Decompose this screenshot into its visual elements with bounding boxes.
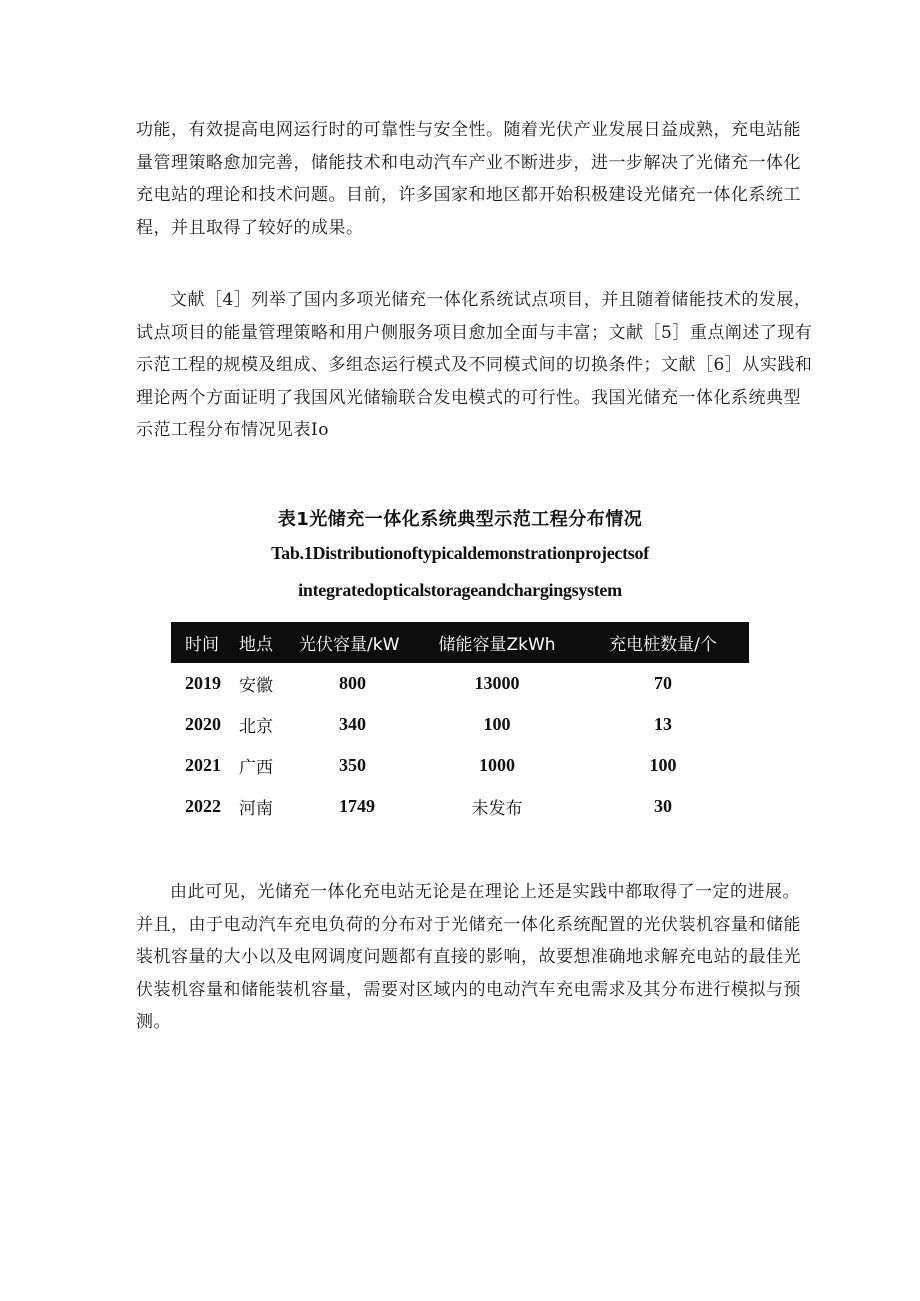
text-line: 量管理策略愈加完善，储能技术和电动汽车产业不断进步，进一步解决了光储充一体化 <box>136 152 801 173</box>
text-line: 并且，由于电动汽车充电负荷的分布对于光储充一体化系统配置的光伏装机容量和储能 <box>136 914 801 935</box>
text-line: 理论两个方面证明了我国风光储输联合发电模式的可行性。我国光储充一体化系统典型 <box>136 387 801 408</box>
cell-year: 2022 <box>185 796 221 816</box>
paragraph-literature-review <box>136 284 813 447</box>
text-line: 程，并且取得了较好的成果。 <box>136 217 364 238</box>
text-line: 由此可见，光储充一体化充电站无论是在理论上还是实践中都取得了一定的进展。 <box>170 882 800 902</box>
cell-charging-piles: 13 <box>654 714 672 734</box>
cell-charging-piles: 30 <box>654 796 672 816</box>
cell-location: 北京 <box>239 717 273 737</box>
text-line: 示范工程的规模及组成、多组态运行模式及不同模式间的切换条件；文献［6］从实践和 <box>136 355 813 375</box>
column-header-location: 地点 <box>239 635 273 655</box>
table-row <box>171 663 749 704</box>
cell-pv-capacity: 350 <box>339 755 366 775</box>
table-caption-english-line-2: integratedopticalstorageandchargingsystem <box>298 580 622 600</box>
cell-storage-capacity: 100 <box>483 714 511 734</box>
cell-charging-piles: 70 <box>654 673 672 693</box>
table-caption-english-line-1: Tab.1Distributionoftypicaldemonstrationprojectsof <box>271 543 649 563</box>
table-row <box>171 704 749 745</box>
cell-storage-capacity: 未发布 <box>471 799 523 819</box>
paragraph-conclusion <box>136 876 801 1039</box>
cell-pv-capacity: 1749 <box>339 796 375 816</box>
cell-location: 广西 <box>239 758 273 778</box>
column-header-charging-piles: 充电桩数量/个 <box>609 635 717 655</box>
text-line: 充电站的理论和技术问题。目前，许多国家和地区都开始积极建设光储充一体化系统工 <box>136 185 801 205</box>
text-line: 示范工程分布情况见表Io <box>136 420 329 440</box>
text-line: 测。 <box>136 1012 171 1032</box>
table-row <box>171 745 749 786</box>
table-header-row <box>171 622 749 663</box>
cell-pv-capacity: 800 <box>339 673 366 693</box>
cell-charging-piles: 100 <box>649 755 677 775</box>
text-line: 文献［4］列举了国内多项光储充一体化系统试点项目，并且随着储能技术的发展， <box>170 290 812 310</box>
table-row <box>171 786 749 827</box>
text-line: 试点项目的能量管理策略和用户侧服务项目愈加全面与丰富；文献［5］重点阐述了现有 <box>136 322 813 343</box>
column-header-pv-capacity: 光伏容量/kW <box>299 635 400 655</box>
cell-year: 2019 <box>185 673 221 693</box>
column-header-storage-capacity: 储能容量ZkWh <box>438 635 556 655</box>
text-line: 功能，有效提高电网运行时的可靠性与安全性。随着光伏产业发展日益成熟，充电站能 <box>136 120 801 140</box>
column-header-time: 时间 <box>185 635 219 655</box>
cell-location: 河南 <box>239 799 273 819</box>
cell-storage-capacity: 1000 <box>479 755 515 775</box>
cell-pv-capacity: 340 <box>339 714 366 734</box>
cell-location: 安徽 <box>239 676 273 696</box>
cell-year: 2020 <box>185 714 221 734</box>
text-line: 装机容量的大小以及电网调度问题都有直接的影响，故要想准确地求解充电站的最佳光 <box>136 947 801 967</box>
demonstration-projects-table <box>171 622 749 827</box>
table-caption-chinese: 表1光储充一体化系统典型示范工程分布情况 <box>277 509 643 530</box>
paragraph-intro-continuation <box>136 114 801 244</box>
cell-storage-capacity: 13000 <box>474 673 520 693</box>
cell-year: 2021 <box>185 755 221 775</box>
text-line: 伏装机容量和储能装机容量，需要对区域内的电动汽车充电需求及其分布进行模拟与预 <box>136 979 801 1000</box>
table-body <box>171 663 749 827</box>
table-header <box>171 622 749 663</box>
